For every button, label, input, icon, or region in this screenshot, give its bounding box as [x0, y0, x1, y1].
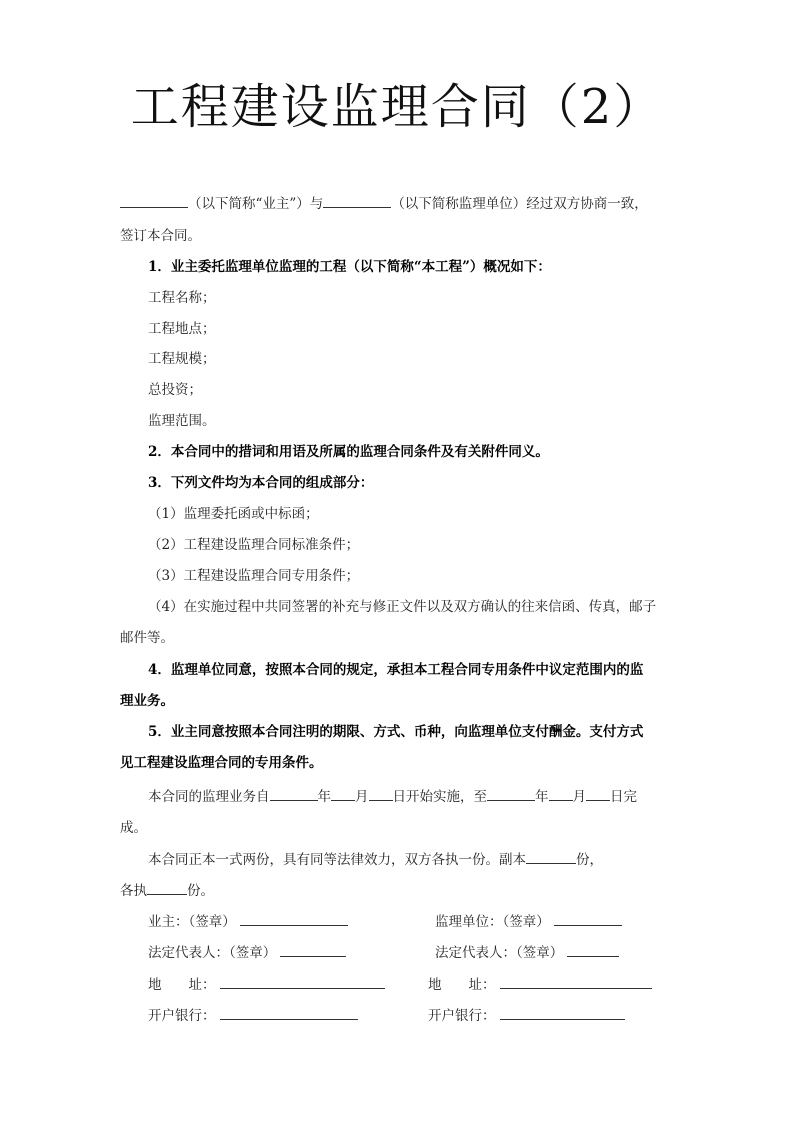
- copies-unit: 份，: [576, 852, 603, 868]
- period-text-end: 日完: [610, 789, 637, 805]
- owner-seal-row: [148, 911, 348, 932]
- clause-1-item: 工程地点；: [148, 321, 216, 337]
- period-text-start: 本合同的监理业务自: [148, 789, 270, 805]
- supervisor-address-row: [428, 974, 652, 995]
- end-month-blank[interactable]: [549, 786, 573, 801]
- clause-5-line-1: 5．业主同意按照本合同注明的期限、方式、币种，向监理单位支付酬金。支付方式: [148, 724, 644, 740]
- supervisor-address-blank[interactable]: [500, 974, 652, 989]
- copies-cont: [120, 880, 680, 901]
- clause-1-heading: 1．业主委托监理单位监理的工程（以下简称“本工程”）概况如下：: [148, 259, 551, 275]
- clause-1-item: 工程名称；: [148, 290, 216, 306]
- owner-rep-label: 法定代表人：（签章）: [148, 945, 277, 961]
- owner-address-label: 地 址：: [148, 977, 216, 993]
- clause-3-item: （4）在实施过程中共同签署的补充与修正文件以及双方确认的往来信函、传真，邮子: [148, 599, 657, 615]
- year-label: 年: [317, 789, 331, 805]
- supervisor-bank-label: 开户银行：: [428, 1008, 496, 1024]
- intro-line: [120, 193, 680, 214]
- start-day-blank[interactable]: [369, 786, 393, 801]
- month-label: 月: [355, 789, 369, 805]
- supervisor-name-blank[interactable]: [323, 193, 391, 208]
- supervisor-seal-label: 监理单位：（签章）: [435, 914, 550, 930]
- owner-address-row: [148, 974, 385, 995]
- clause-3-item: （1）监理委托函或中标函；: [148, 506, 319, 522]
- period-line: [148, 786, 708, 807]
- clause-1-item: 总投资；: [148, 382, 202, 398]
- owner-bank-blank[interactable]: [220, 1005, 358, 1020]
- start-year-blank[interactable]: [270, 786, 318, 801]
- clause-5-line-2: 见工程建设监理合同的专用条件。: [120, 755, 323, 771]
- period-text-mid: 日开始实施，至: [392, 789, 487, 805]
- year-label: 年: [535, 789, 549, 805]
- owner-seal-label: 业主：（签章）: [148, 914, 236, 930]
- copies-each-unit: 份。: [187, 883, 214, 899]
- month-label: 月: [572, 789, 586, 805]
- supervisor-seal-blank[interactable]: [554, 911, 622, 926]
- intro-text-2: （以下简称监理单位）经过双方协商一致，: [391, 196, 648, 212]
- clause-2: 2．本合同中的措词和用语及所属的监理合同条件及有关附件同义。: [148, 444, 549, 460]
- owner-seal-blank[interactable]: [240, 911, 348, 926]
- supervisor-bank-blank[interactable]: [500, 1005, 625, 1020]
- intro-cont: 签订本合同。: [120, 228, 201, 244]
- end-year-blank[interactable]: [487, 786, 535, 801]
- supervisor-rep-blank[interactable]: [567, 942, 619, 957]
- supervisor-rep-label: 法定代表人：（签章）: [435, 945, 564, 961]
- period-cont: 成。: [120, 820, 147, 836]
- supervisor-rep-row: [435, 942, 619, 963]
- copies-count-blank[interactable]: [526, 849, 576, 864]
- owner-bank-row: [148, 1005, 358, 1026]
- owner-name-blank[interactable]: [120, 193, 188, 208]
- supervisor-bank-row: [428, 1005, 625, 1026]
- clause-1-item: 工程规模；: [148, 351, 216, 367]
- owner-bank-label: 开户银行：: [148, 1008, 216, 1024]
- copies-text: 本合同正本一式两份，具有同等法律效力，双方各执一份。副本: [148, 852, 526, 868]
- copies-each-text: 各执: [120, 883, 147, 899]
- owner-address-blank[interactable]: [220, 974, 385, 989]
- clause-1-item: 监理范围。: [148, 413, 216, 429]
- document-title: 工程建设监理合同（2）: [130, 79, 664, 135]
- owner-rep-row: [148, 942, 346, 963]
- copies-each-blank[interactable]: [147, 880, 187, 895]
- supervisor-address-label: 地 址：: [428, 977, 496, 993]
- intro-text-1: （以下简称“业主”）与: [188, 196, 324, 212]
- start-month-blank[interactable]: [331, 786, 355, 801]
- end-day-blank[interactable]: [586, 786, 610, 801]
- supervisor-seal-row: [435, 911, 622, 932]
- clause-3-heading: 3．下列文件均为本合同的组成部分：: [148, 475, 374, 491]
- clause-4-line-1: 4．监理单位同意，按照本合同的规定，承担本工程合同专用条件中议定范围内的监: [148, 662, 644, 678]
- copies-line: [148, 849, 708, 870]
- clause-3-item-cont: 邮件等。: [120, 630, 174, 646]
- clause-4-line-2: 理业务。: [120, 693, 174, 709]
- owner-rep-blank[interactable]: [280, 942, 346, 957]
- clause-3-item: （2）工程建设监理合同标准条件；: [148, 537, 360, 553]
- clause-3-item: （3）工程建设监理合同专用条件；: [148, 568, 360, 584]
